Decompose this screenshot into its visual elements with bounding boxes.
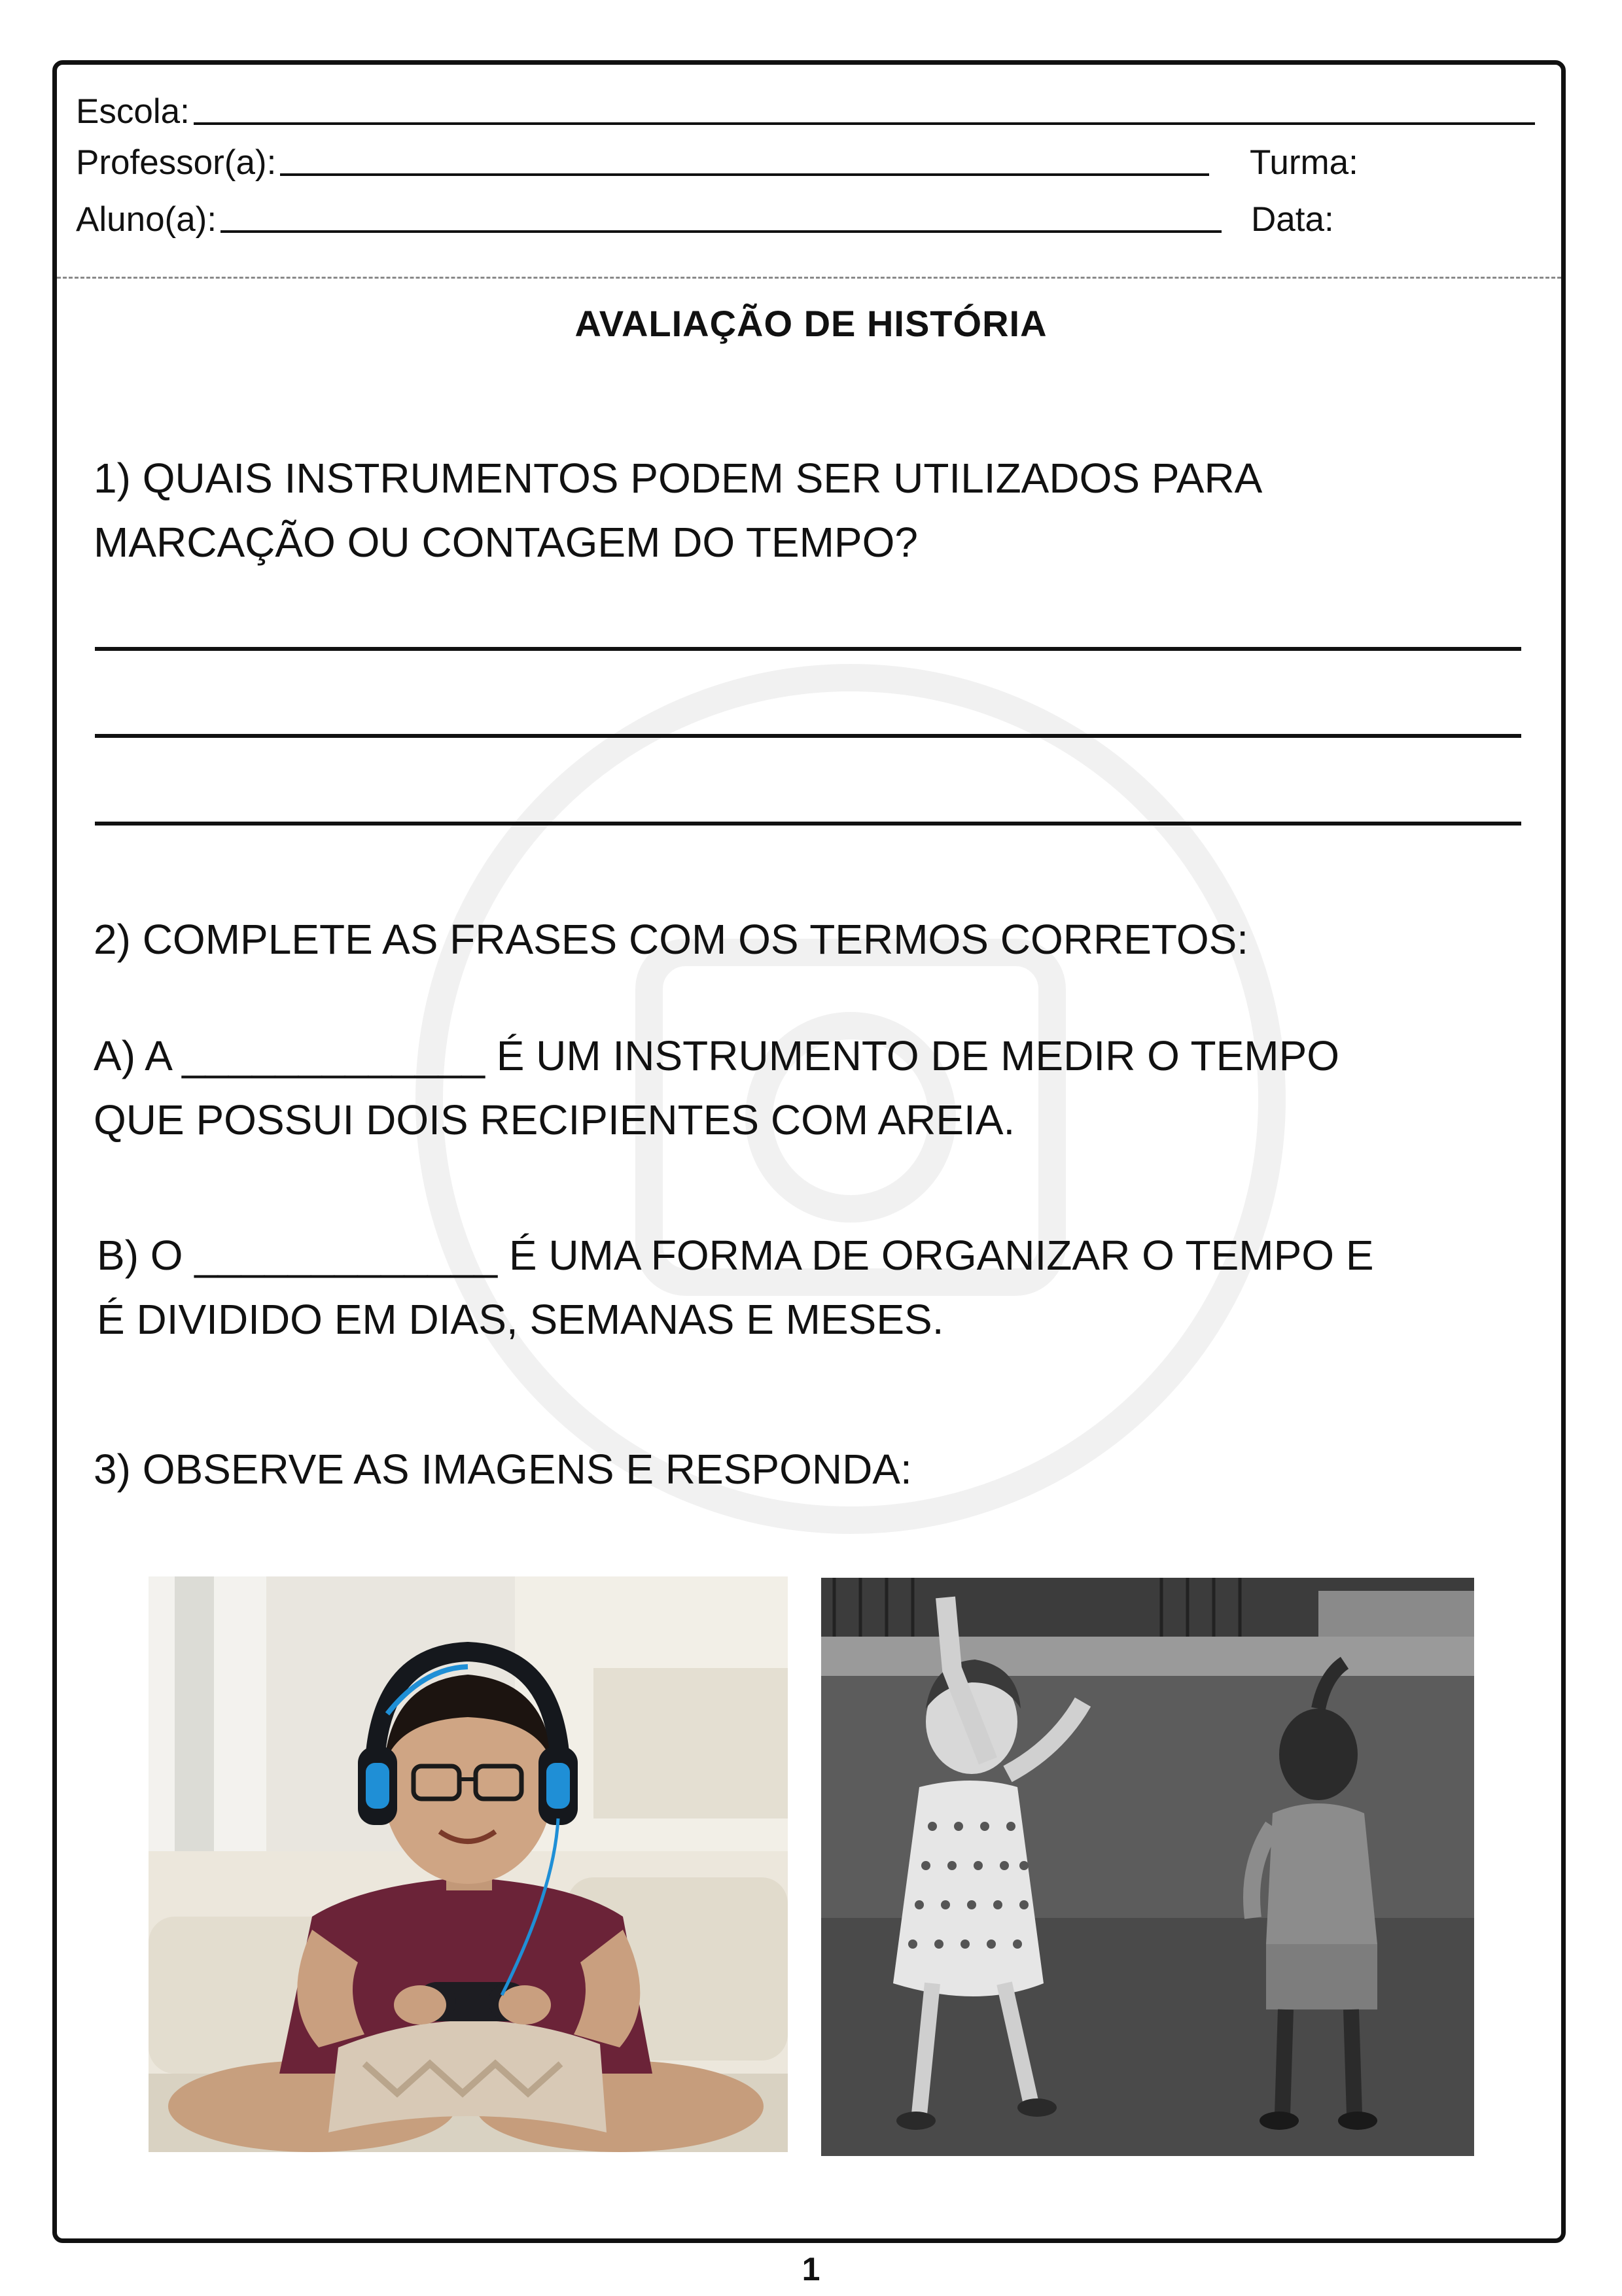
question-1 (94, 446, 1262, 574)
header-separator (57, 277, 1561, 279)
question-2-prompt: 2) COMPLETE AS FRASES COM OS TERMOS CORRETOS: (94, 916, 1249, 963)
answer-line-3[interactable] (95, 822, 1521, 826)
photo-children-dancing (821, 1578, 1474, 2156)
question-2b (97, 1223, 1374, 1351)
question-2b-line-1: B) O _____________ É UMA FORMA DE ORGANIZAR O TEMPO E (97, 1232, 1374, 1279)
question-2a-line-2: QUE POSSUI DOIS RECIPIENTES COM AREIA. (94, 1096, 1015, 1143)
question-1-line-1: 1) QUAIS INSTRUMENTOS PODEM SER UTILIZADOS PARA (94, 455, 1263, 502)
school-field[interactable] (194, 122, 1535, 125)
question-1-line-2: MARCAÇÃO OU CONTAGEM DO TEMPO? (94, 519, 918, 566)
school-row (76, 92, 1535, 131)
question-2a-line-1: A) A _____________ É UM INSTRUMENTO DE MEDIR O TEMPO (94, 1032, 1340, 1079)
student-row (76, 200, 1222, 239)
school-label: Escola: (76, 92, 190, 131)
teacher-label: Professor(a): (76, 143, 277, 182)
teacher-field[interactable] (280, 173, 1209, 176)
answer-line-2[interactable] (95, 734, 1521, 738)
photo-boy-gaming (149, 1576, 788, 2152)
question-3-prompt: 3) OBSERVE AS IMAGENS E RESPONDA: (94, 1446, 912, 1493)
class-label: Turma: (1250, 143, 1358, 182)
answer-line-1[interactable] (95, 647, 1521, 651)
student-label: Aluno(a): (76, 200, 217, 239)
question-2b-line-2: É DIVIDIDO EM DIAS, SEMANAS E MESES. (97, 1296, 944, 1343)
teacher-row (76, 143, 1209, 183)
question-2a (94, 1024, 1339, 1152)
student-field[interactable] (220, 230, 1222, 233)
date-label: Data: (1251, 200, 1334, 239)
page-title: AVALIAÇÃO DE HISTÓRIA (574, 303, 1048, 344)
page-number: 1 (802, 2251, 820, 2287)
